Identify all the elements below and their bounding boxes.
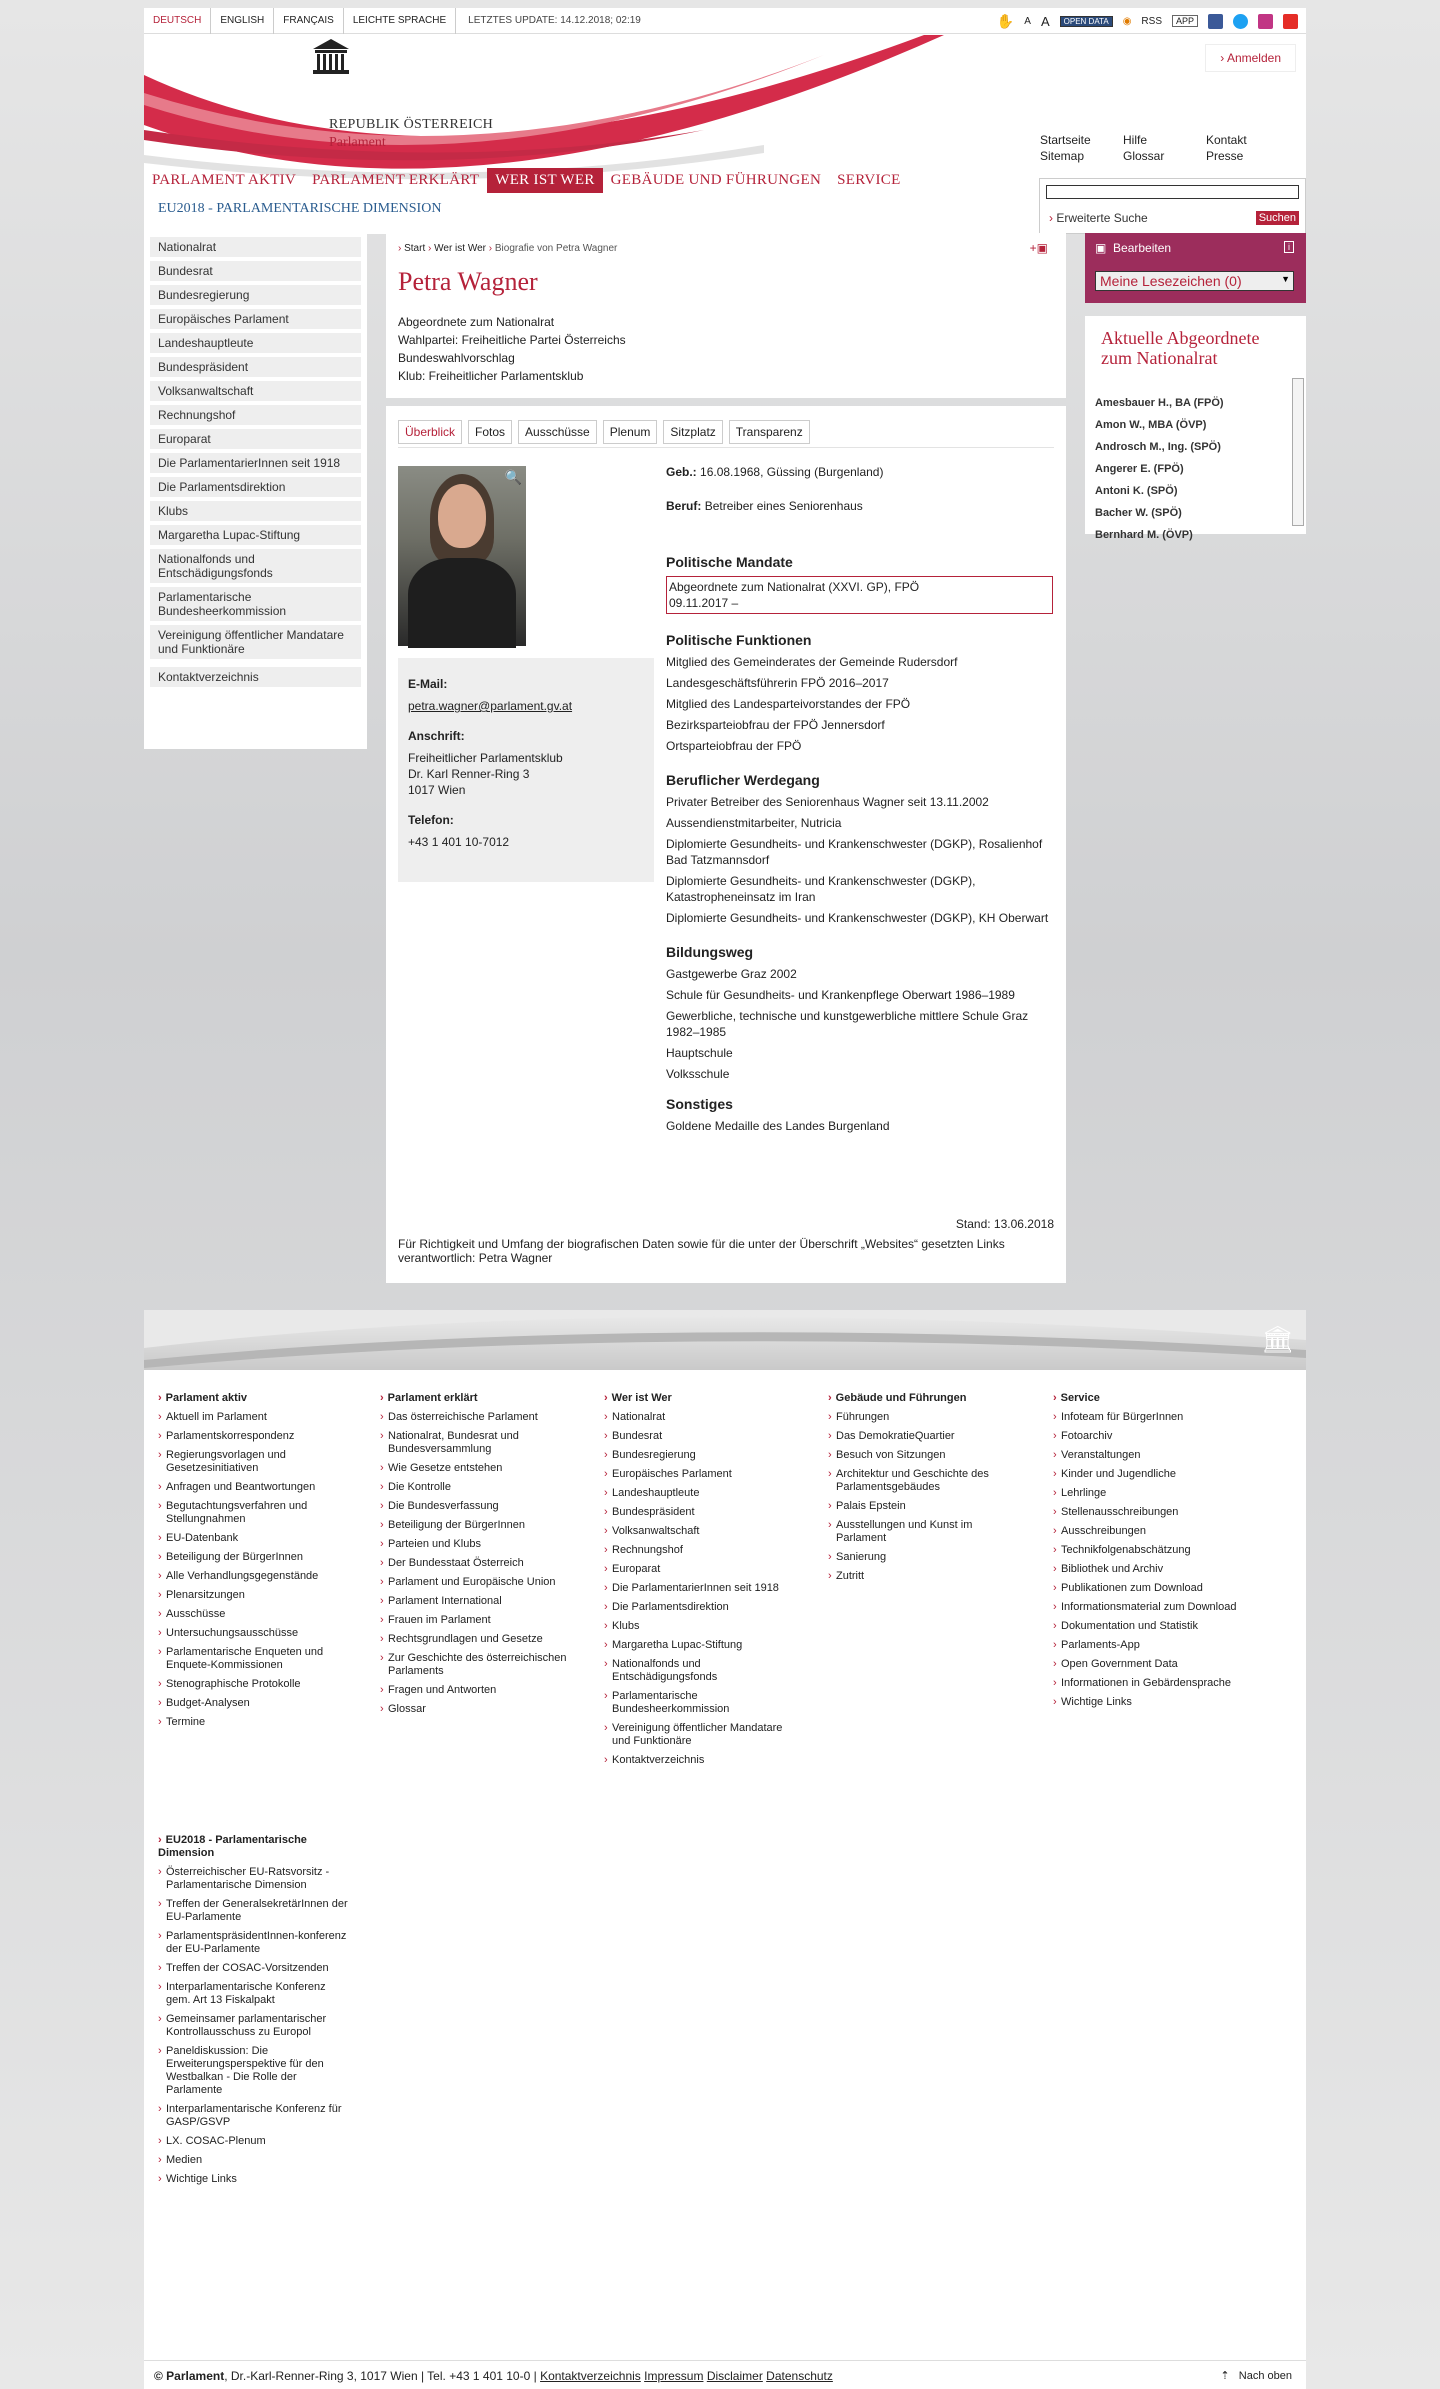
nav-parlament-aktiv[interactable]: PARLAMENT AKTIV bbox=[152, 172, 297, 188]
twitter-icon[interactable] bbox=[1233, 14, 1248, 29]
mp-item[interactable]: Angerer E. (FPÖ) bbox=[1095, 463, 1184, 475]
footer-link[interactable]: › Interparlamentarische Konferenz für GASP/GSVP bbox=[158, 2103, 348, 2129]
back-to-top[interactable]: ⇡ Nach oben bbox=[1220, 2370, 1292, 2382]
footer-link[interactable]: › Parlamentskorrespondenz bbox=[158, 1430, 348, 1443]
address-label: Anschrift: bbox=[408, 729, 465, 743]
footer-link[interactable]: › Ausschreibungen bbox=[1053, 1525, 1243, 1538]
function-item: Mitglied des Landesparteivorstandes der FPÖ bbox=[666, 697, 911, 711]
education-item: Hauptschule bbox=[666, 1046, 733, 1060]
breadcrumb-current: Biografie von Petra Wagner bbox=[494, 243, 618, 254]
education-item: Gewerbliche, technische und kunstgewerbliche mittlere Schule Graz 1982–1985 bbox=[666, 1009, 1029, 1039]
tab-fotos[interactable]: Fotos bbox=[468, 420, 512, 444]
footer-column bbox=[828, 1392, 1018, 1589]
facebook-icon[interactable] bbox=[1208, 14, 1223, 29]
footer-logo-icon: 🏛 bbox=[1260, 1324, 1294, 1354]
footer-link[interactable]: › Parlamentarische Bundesheerkommission bbox=[604, 1690, 794, 1716]
subnav-eu2018[interactable]: EU2018 - PARLAMENTARISCHE DIMENSION bbox=[158, 201, 442, 216]
footer-link[interactable]: › Treffen der COSAC-Vorsitzenden bbox=[158, 1962, 348, 1975]
footer-banner bbox=[144, 1310, 1306, 1370]
intro-line: Bundeswahlvorschlag bbox=[398, 351, 515, 365]
footer-link[interactable]: › Ausstellungen und Kunst im Parlament bbox=[828, 1519, 1018, 1545]
logo-banner[interactable] bbox=[144, 35, 944, 175]
advanced-search-link[interactable]: › Erweiterte Suche bbox=[1049, 211, 1148, 225]
sidebar-item[interactable]: Nationalrat bbox=[150, 237, 361, 257]
mps-scrollbar[interactable] bbox=[1292, 378, 1304, 526]
lang-english[interactable]: ENGLISH bbox=[211, 8, 274, 34]
footer-link[interactable]: › Die Parlamentsdirektion bbox=[604, 1601, 794, 1614]
career-item: Privater Betreiber des Seniorenhaus Wagner seit 13.11.2002 bbox=[666, 795, 989, 809]
footer-link[interactable]: › LX. COSAC-Plenum bbox=[158, 2135, 348, 2148]
other-list bbox=[666, 1118, 1056, 1134]
sidebar-item[interactable]: Landeshauptleute bbox=[150, 333, 361, 353]
phone: +43 1 401 10-7012 bbox=[408, 835, 510, 849]
sidebar-item[interactable]: Margaretha Lupac-Stiftung bbox=[150, 525, 361, 545]
mandate-heading: Politische Mandate bbox=[666, 554, 793, 570]
sidebar-nav bbox=[144, 233, 367, 749]
copyright: © Parlament bbox=[154, 2369, 225, 2383]
footer-link[interactable]: › Das DemokratieQuartier bbox=[828, 1430, 1018, 1443]
parliament-logo-icon bbox=[309, 37, 353, 77]
lang-leichte-sprache[interactable]: LEICHTE SPRACHE bbox=[344, 8, 456, 34]
email-link[interactable]: petra.wagner@parlament.gv.at bbox=[408, 699, 573, 713]
mp-item[interactable]: Amesbauer H., BA (FPÖ) bbox=[1095, 397, 1224, 409]
footer-link[interactable]: › Dokumentation und Statistik bbox=[1053, 1620, 1243, 1633]
email-label: E-Mail: bbox=[408, 677, 448, 691]
footer-link[interactable]: › Publikationen zum Download bbox=[1053, 1582, 1243, 1595]
search-input[interactable] bbox=[1046, 185, 1299, 199]
sidebar-item[interactable]: Europäisches Parlament bbox=[150, 309, 361, 329]
footer-column-heading[interactable]: › Wer ist Wer bbox=[604, 1392, 794, 1405]
mp-item[interactable]: Bernhard M. (ÖVP) bbox=[1095, 529, 1193, 541]
quicklink-glossar[interactable]: Glossar bbox=[1123, 149, 1165, 163]
sidebar-item[interactable]: Bundesregierung bbox=[150, 285, 361, 305]
footer bbox=[144, 1310, 1306, 2389]
login-button[interactable]: › Anmelden bbox=[1205, 44, 1296, 72]
profile-panel bbox=[386, 406, 1066, 1283]
tab-plenum[interactable]: Plenum bbox=[603, 420, 658, 444]
phone-label: Telefon: bbox=[408, 813, 454, 827]
footer-link[interactable]: › Interparlamentarische Konferenz gem. Art 13 Fiskalpakt bbox=[158, 1981, 348, 2007]
footer-link[interactable]: › Volksanwaltschaft bbox=[604, 1525, 794, 1538]
footer-column-heading[interactable]: › Parlament erklärt bbox=[380, 1392, 570, 1405]
portrait-body bbox=[408, 558, 516, 648]
sidebar-item[interactable]: Klubs bbox=[150, 501, 361, 521]
footer-link[interactable]: › Parlament und Europäische Union bbox=[380, 1576, 570, 1589]
footer-swoosh bbox=[144, 1310, 1306, 1370]
footer-link[interactable]: › Gemeinsamer parlamentarischer Kontrollausschuss zu Europol bbox=[158, 2013, 348, 2039]
footer-link[interactable]: › Sanierung bbox=[828, 1551, 1018, 1564]
footer-link[interactable]: › Glossar bbox=[380, 1703, 570, 1716]
footer-link[interactable]: › Treffen der GeneralsekretärInnen der EU-Parlamente bbox=[158, 1898, 348, 1924]
tab-ausschuesse[interactable]: Ausschüsse bbox=[518, 420, 597, 444]
tab-sitzplatz[interactable]: Sitzplatz bbox=[663, 420, 722, 444]
career-heading: Beruflicher Werdegang bbox=[666, 772, 820, 788]
chevron-down-icon: ▼ bbox=[1281, 274, 1290, 284]
bookmarks-select[interactable]: Meine Lesezeichen (0) ▼ bbox=[1095, 271, 1294, 291]
footer-link[interactable]: › Führungen bbox=[828, 1411, 1018, 1424]
footer-link[interactable]: › Parteien und Klubs bbox=[380, 1538, 570, 1551]
career-item: Aussendienstmitarbeiter, Nutricia bbox=[666, 816, 842, 830]
education-item: Schule für Gesundheits- und Krankenpflege Oberwart 1986–1989 bbox=[666, 988, 1015, 1002]
footer-link[interactable]: › Nationalrat bbox=[604, 1411, 794, 1424]
footer-link-disclaimer[interactable]: Disclaimer bbox=[706, 2369, 763, 2383]
footer-link[interactable]: › Frauen im Parlament bbox=[380, 1614, 570, 1627]
font-larger[interactable]: A bbox=[1040, 13, 1050, 29]
print-icon[interactable]: +▣ bbox=[1029, 241, 1048, 255]
sidebar-item[interactable]: Die ParlamentarierInnen seit 1918 bbox=[150, 453, 361, 473]
portrait-face bbox=[438, 484, 486, 548]
mp-item[interactable]: Androsch M., Ing. (SPÖ) bbox=[1095, 441, 1221, 453]
footer-link[interactable]: › Rechnungshof bbox=[604, 1544, 794, 1557]
birth-row: Geb.: 16.08.1968, Güssing (Burgenland) bbox=[666, 465, 884, 479]
banner-swoosh bbox=[144, 35, 944, 175]
quicklink-hilfe[interactable]: Hilfe bbox=[1123, 133, 1148, 147]
footer-link[interactable]: › Open Government Data bbox=[1053, 1658, 1243, 1671]
sidebar-item[interactable]: Rechnungshof bbox=[150, 405, 361, 425]
address-line: Freiheitlicher Parlamentsklub bbox=[408, 751, 563, 765]
header bbox=[144, 8, 1306, 234]
footer-link[interactable]: › Bibliothek und Archiv bbox=[1053, 1563, 1243, 1576]
footer-link[interactable]: › Bundespräsident bbox=[604, 1506, 794, 1519]
footer-column bbox=[604, 1392, 794, 1773]
last-update: LETZTES UPDATE: 14.12.2018; 02:19 bbox=[468, 15, 641, 26]
sidebar-item[interactable]: Europarat bbox=[150, 429, 361, 449]
footer-link[interactable]: › Zutritt bbox=[828, 1570, 1018, 1583]
logo-subtitle: Parlament bbox=[329, 135, 386, 150]
footer-link[interactable]: › Wichtige Links bbox=[1053, 1696, 1243, 1709]
footer-link[interactable]: › Paneldiskussion: Die Erweiterungsperspektive für den Westbalkan - Die Rolle der Parlamente bbox=[158, 2045, 348, 2097]
quick-links bbox=[1040, 133, 1289, 163]
sidebar-item[interactable]: Parlamentarische Bundesheerkommission bbox=[150, 587, 361, 621]
beruf-row: Beruf: Betreiber eines Seniorenhaus bbox=[666, 499, 863, 513]
youtube-icon[interactable] bbox=[1283, 14, 1298, 29]
footer-link[interactable]: › Bundesregierung bbox=[604, 1449, 794, 1462]
page-title: Petra Wagner bbox=[398, 267, 538, 296]
functions-list bbox=[666, 654, 1056, 754]
sidebar-item[interactable]: Volksanwaltschaft bbox=[150, 381, 361, 401]
function-item: Landesgeschäftsführerin FPÖ 2016–2017 bbox=[666, 676, 889, 690]
footer-link[interactable]: › EU-Datenbank bbox=[158, 1532, 348, 1545]
footer-link[interactable]: › Kinder und Jugendliche bbox=[1053, 1468, 1243, 1481]
footer-link[interactable]: › Stenographische Protokolle bbox=[158, 1678, 348, 1691]
sign-language-icon[interactable]: ✋ bbox=[996, 12, 1015, 29]
footer-link[interactable]: › Ausschüsse bbox=[158, 1608, 348, 1621]
footer-link-kontakt[interactable]: Kontaktverzeichnis bbox=[540, 2369, 641, 2383]
footer-link[interactable]: › Klubs bbox=[604, 1620, 794, 1633]
footer-link[interactable]: › Bundesrat bbox=[604, 1430, 794, 1443]
nav-service[interactable]: SERVICE bbox=[837, 172, 901, 188]
footer-link[interactable]: › Palais Epstein bbox=[828, 1500, 1018, 1513]
footer-link[interactable]: › Nationalrat, Bundesrat und Bundesversammlung bbox=[380, 1430, 570, 1456]
current-mps-box bbox=[1085, 316, 1306, 541]
footer-link[interactable]: › Aktuell im Parlament bbox=[158, 1411, 348, 1424]
lang-francais[interactable]: FRANÇAIS bbox=[274, 8, 344, 34]
function-item: Bezirksparteiobfrau der FPÖ Jennersdorf bbox=[666, 718, 885, 732]
font-smaller[interactable]: A bbox=[1024, 15, 1031, 27]
footer-link[interactable]: › Europarat bbox=[604, 1563, 794, 1576]
nav-wer-ist-wer[interactable]: WER IST WER bbox=[487, 168, 602, 193]
footer-link[interactable]: › Parlamentarische Enqueten und Enquete-Kommissionen bbox=[158, 1646, 348, 1672]
logo-title: REPUBLIK ÖSTERREICH bbox=[329, 117, 493, 132]
sidebar-item[interactable]: Kontaktverzeichnis bbox=[150, 667, 361, 687]
footer-link[interactable]: › Plenarsitzungen bbox=[158, 1589, 348, 1602]
footer-link[interactable]: › Lehrlinge bbox=[1053, 1487, 1243, 1500]
footer-link[interactable]: › Beteiligung der BürgerInnen bbox=[380, 1519, 570, 1532]
footer-link[interactable]: › Die ParlamentarierInnen seit 1918 bbox=[604, 1582, 794, 1595]
mp-item[interactable]: Amon W., MBA (ÖVP) bbox=[1095, 419, 1207, 431]
footer-link[interactable]: › Regierungsvorlagen und Gesetzesinitiativen bbox=[158, 1449, 348, 1475]
breadcrumb: › Start › Wer ist Wer › Biografie von Petra Wagner bbox=[398, 243, 618, 254]
info-icon[interactable]: i bbox=[1284, 241, 1294, 253]
footer-link[interactable]: › Alle Verhandlungsgegenstände bbox=[158, 1570, 348, 1583]
footer-link[interactable]: › Vereinigung öffentlicher Mandatare und Funktionäre bbox=[604, 1722, 794, 1748]
footer-column-heading[interactable]: › EU2018 - Parlamentarische Dimension bbox=[158, 1834, 348, 1860]
lang-deutsch[interactable]: DEUTSCH bbox=[144, 8, 211, 34]
footer-link[interactable]: › Parlament International bbox=[380, 1595, 570, 1608]
footnote: Für Richtigkeit und Umfang der biografischen Daten sowie für die unter der Überschrift „Websites“ gesetzten Links verantwortlich: Petra Wagner bbox=[398, 1237, 1005, 1265]
footer-column bbox=[158, 1392, 348, 1735]
career-item: Diplomierte Gesundheits- und Krankenschwester (DGKP), Rosalienhof Bad Tatzmannsdorf bbox=[666, 837, 1043, 867]
footer-column-heading[interactable]: › Gebäude und Führungen bbox=[828, 1392, 1018, 1405]
footer-link[interactable]: › Europäisches Parlament bbox=[604, 1468, 794, 1481]
sidebar-item[interactable]: Bundesrat bbox=[150, 261, 361, 281]
person-intro bbox=[398, 313, 626, 385]
footer-link[interactable]: › Besuch von Sitzungen bbox=[828, 1449, 1018, 1462]
mandate-line: Abgeordnete zum Nationalrat (XXVI. GP), FPÖ bbox=[669, 580, 920, 594]
footer-link[interactable]: › Beteiligung der BürgerInnen bbox=[158, 1551, 348, 1564]
footer-link[interactable]: › Fotoarchiv bbox=[1053, 1430, 1243, 1443]
footer-column bbox=[1053, 1392, 1243, 1715]
toolbar bbox=[997, 8, 1306, 34]
footer-link[interactable]: › Stellenausschreibungen bbox=[1053, 1506, 1243, 1519]
quicklink-presse[interactable]: Presse bbox=[1206, 149, 1244, 163]
functions-heading: Politische Funktionen bbox=[666, 632, 812, 648]
footer-link[interactable]: › Rechtsgrundlagen und Gesetze bbox=[380, 1633, 570, 1646]
footer-link[interactable]: › ParlamentspräsidentInnen-konferenz der EU-Parlamente bbox=[158, 1930, 348, 1956]
education-item: Gastgewerbe Graz 2002 bbox=[666, 967, 797, 981]
tab-bar bbox=[398, 420, 1054, 448]
other-heading: Sonstiges bbox=[666, 1096, 733, 1112]
sidebar-item[interactable]: Vereinigung öffentlicher Mandatare und Funktionäre bbox=[150, 625, 361, 659]
mp-item[interactable]: Bacher W. (SPÖ) bbox=[1095, 507, 1182, 519]
footer-link-datenschutz[interactable]: Datenschutz bbox=[766, 2369, 833, 2383]
open-data-link[interactable]: OPEN DATA bbox=[1060, 16, 1113, 27]
bookmarks-box bbox=[1085, 233, 1306, 303]
footer-link[interactable]: › Informationen in Gebärdensprache bbox=[1053, 1677, 1243, 1690]
footer-link[interactable]: › Termine bbox=[158, 1716, 348, 1729]
footer-column-heading[interactable]: › Service bbox=[1053, 1392, 1243, 1405]
sidebar-item[interactable]: Die Parlamentsdirektion bbox=[150, 477, 361, 497]
intro-line: Klub: Freiheitlicher Parlamentsklub bbox=[398, 369, 584, 383]
footer-link[interactable]: › Infoteam für BürgerInnen bbox=[1053, 1411, 1243, 1424]
education-heading: Bildungsweg bbox=[666, 944, 754, 960]
footer-link[interactable]: › Informationsmaterial zum Download bbox=[1053, 1601, 1243, 1614]
nav-gebaeude[interactable]: GEBÄUDE UND FÜHRUNGEN bbox=[610, 172, 822, 188]
education-list bbox=[666, 966, 1056, 1082]
footer-link[interactable]: › Kontaktverzeichnis bbox=[604, 1754, 794, 1767]
rss-icon[interactable]: ◉ bbox=[1122, 15, 1132, 27]
footer-link[interactable]: › Wie Gesetze entstehen bbox=[380, 1462, 570, 1475]
career-item: Diplomierte Gesundheits- und Krankenschwester (DGKP), Katastropheneinsatz im Iran bbox=[666, 874, 976, 904]
sidebar-item[interactable]: Nationalfonds und Entschädigungsfonds bbox=[150, 549, 361, 583]
address-line: Dr. Karl Renner-Ring 3 bbox=[408, 767, 530, 781]
footer-link-impressum[interactable]: Impressum bbox=[644, 2369, 704, 2383]
mandate-current bbox=[666, 576, 1053, 614]
nav-parlament-erklaert[interactable]: PARLAMENT ERKLÄRT bbox=[312, 172, 480, 188]
footer-link[interactable]: › Untersuchungsausschüsse bbox=[158, 1627, 348, 1640]
footer-link[interactable]: › Anfragen und Beantwortungen bbox=[158, 1481, 348, 1494]
breadcrumb-start[interactable]: Start bbox=[404, 243, 426, 254]
intro-line: Abgeordnete zum Nationalrat bbox=[398, 315, 555, 329]
breadcrumb-wer-ist-wer[interactable]: Wer ist Wer bbox=[434, 243, 486, 254]
other-item: Goldene Medaille des Landes Burgenland bbox=[666, 1119, 890, 1133]
footer-link[interactable]: › Medien bbox=[158, 2154, 348, 2167]
footer-link[interactable]: › Landeshauptleute bbox=[604, 1487, 794, 1500]
career-list bbox=[666, 794, 1056, 926]
search-box bbox=[1039, 178, 1306, 234]
app-link[interactable]: APP bbox=[1172, 15, 1198, 27]
function-item: Mitglied des Gemeinderates der Gemeinde Rudersdorf bbox=[666, 655, 958, 669]
edit-label[interactable]: ▣ Bearbeiten bbox=[1095, 241, 1172, 255]
footer-link[interactable]: › Die Bundesverfassung bbox=[380, 1500, 570, 1513]
footer-link[interactable]: › Begutachtungsverfahren und Stellungnahmen bbox=[158, 1500, 348, 1526]
footer-column bbox=[380, 1392, 570, 1722]
search-button[interactable]: Suchen bbox=[1256, 211, 1299, 225]
main-navigation bbox=[144, 168, 909, 193]
biography bbox=[666, 464, 1056, 1139]
address bbox=[408, 750, 644, 798]
rss-link[interactable]: RSS bbox=[1141, 15, 1162, 27]
footer-link[interactable]: › Fragen und Antworten bbox=[380, 1684, 570, 1697]
footer-column-eu2018 bbox=[158, 1834, 348, 2192]
tab-transparenz[interactable]: Transparenz bbox=[729, 420, 810, 444]
footer-address: , Dr.-Karl-Renner-Ring 3, 1017 Wien | Tel. +43 1 401 10-0 | bbox=[224, 2369, 537, 2383]
instagram-icon[interactable] bbox=[1258, 14, 1273, 29]
mps-list bbox=[1095, 392, 1291, 546]
mp-item[interactable]: Antoni K. (SPÖ) bbox=[1095, 485, 1178, 497]
sidebar-item[interactable]: Bundespräsident bbox=[150, 357, 361, 377]
quicklink-startseite[interactable]: Startseite bbox=[1040, 133, 1091, 147]
last-modified: Stand: 13.06.2018 bbox=[955, 1217, 1054, 1231]
footer-link[interactable]: › Österreichischer EU-Ratsvorsitz - Parlamentarische Dimension bbox=[158, 1866, 348, 1892]
footer-link[interactable]: › Das österreichische Parlament bbox=[380, 1411, 570, 1424]
function-item: Ortsparteiobfrau der FPÖ bbox=[666, 739, 802, 753]
person-header bbox=[386, 233, 1066, 398]
contact-box bbox=[398, 658, 654, 882]
footer-link[interactable]: › Parlaments-App bbox=[1053, 1639, 1243, 1652]
footer-bottom-bar bbox=[144, 2360, 1306, 2389]
address-line: 1017 Wien bbox=[408, 783, 466, 797]
footer-link[interactable]: › Technikfolgenabschätzung bbox=[1053, 1544, 1243, 1557]
education-item: Volksschule bbox=[666, 1067, 730, 1081]
tab-ueberblick[interactable]: Überblick bbox=[398, 420, 462, 444]
footer-link[interactable]: › Der Bundesstaat Österreich bbox=[380, 1557, 570, 1570]
career-item: Diplomierte Gesundheits- und Krankenschwester (DGKP), KH Oberwart bbox=[666, 911, 1049, 925]
intro-line: Wahlpartei: Freiheitliche Partei Österreichs bbox=[398, 333, 626, 347]
footer-link[interactable]: › Architektur und Geschichte des Parlamentsgebäudes bbox=[828, 1468, 1018, 1494]
zoom-icon[interactable]: 🔍 bbox=[504, 469, 522, 485]
footer-link[interactable]: › Margaretha Lupac-Stiftung bbox=[604, 1639, 794, 1652]
footer-link[interactable]: › Nationalfonds und Entschädigungsfonds bbox=[604, 1658, 794, 1684]
footer-link[interactable]: › Budget-Analysen bbox=[158, 1697, 348, 1710]
footer-column-heading[interactable]: › Parlament aktiv bbox=[158, 1392, 348, 1405]
footer-link[interactable]: › Veranstaltungen bbox=[1053, 1449, 1243, 1462]
mandate-line: 09.11.2017 – bbox=[669, 596, 739, 610]
footer-link[interactable]: › Wichtige Links bbox=[158, 2173, 348, 2186]
portrait-photo[interactable] bbox=[398, 466, 526, 646]
quicklink-kontakt[interactable]: Kontakt bbox=[1206, 133, 1247, 147]
footer-link[interactable]: › Die Kontrolle bbox=[380, 1481, 570, 1494]
footer-link[interactable]: › Zur Geschichte des österreichischen Parlaments bbox=[380, 1652, 570, 1678]
quicklink-sitemap[interactable]: Sitemap bbox=[1040, 149, 1085, 163]
mps-title: Aktuelle Abgeordnete zum Nationalrat bbox=[1101, 328, 1260, 368]
